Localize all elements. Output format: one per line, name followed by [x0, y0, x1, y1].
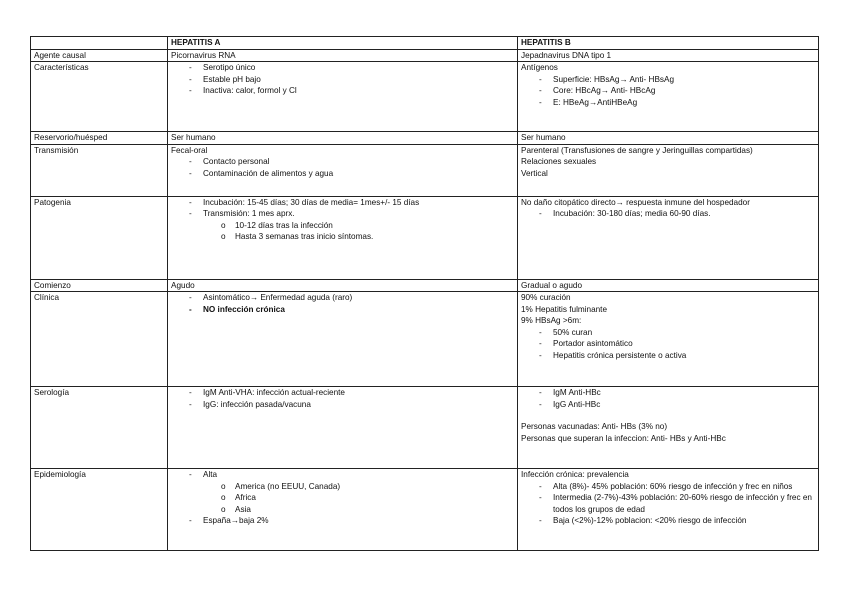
sub-list-item: o Asia [171, 504, 514, 516]
row-label: Reservorio/huésped [31, 132, 168, 145]
cell-a [168, 387, 518, 469]
row-label: Epidemiología [31, 469, 168, 551]
cell-b: Ser humano [518, 132, 819, 145]
list-item: - Serotipo único [171, 62, 514, 74]
list-item: - Baja (<2%)-12% poblacion: <20% riesgo de infección [521, 515, 815, 527]
cell-b [518, 292, 819, 387]
list-item: - Intermedia (2-7%)-43% población: 20-60% riesgo de infección y frec en todos los grupos de edad [521, 492, 815, 515]
list [521, 327, 815, 362]
list-item: - IgM Anti-HBc [521, 387, 815, 399]
header-row [31, 37, 819, 50]
row-label: Agente causal [31, 49, 168, 62]
list-item: - IgG Anti-HBc [521, 399, 815, 411]
cell-b [518, 196, 819, 279]
cell-a: Picornavirus RNA [168, 49, 518, 62]
list-item: - Alta (8%)- 45% población: 60% riesgo de infección y frec en niños [521, 481, 815, 493]
cell-line: 9% HBsAg >6m: [521, 316, 582, 325]
list-item: - Contacto personal [171, 156, 514, 168]
cell-a: Agudo [168, 279, 518, 292]
sub-list-item: o Africa [171, 492, 514, 504]
row-caracteristicas [31, 62, 819, 132]
cell-line: Parenteral (Transfusiones de sangre y Jeringuillas compartidas) [521, 145, 753, 155]
row-label: Comienzo [31, 279, 168, 292]
list [171, 469, 514, 527]
list-item: - Incubación: 30-180 días; media 60-90 días. [521, 208, 815, 220]
cell-a: Ser humano [168, 132, 518, 145]
list [171, 62, 514, 97]
cell-line: Relaciones sexuales [521, 157, 597, 166]
row-comienzo [31, 279, 819, 292]
sub-list-item: o America (no EEUU, Canada) [171, 481, 514, 493]
list [521, 74, 815, 109]
cell-title: Fecal-oral [171, 145, 208, 155]
cell-line: Vertical [521, 168, 548, 178]
row-agente-causal [31, 49, 819, 62]
list [171, 197, 514, 243]
list-item-bold: - NO infección crónica [171, 304, 514, 316]
list-item: - Contaminación de alimentos y agua [171, 168, 514, 180]
header-cell-empty [31, 37, 168, 50]
sub-list-item: o Hasta 3 semanas tras inicio síntomas. [171, 231, 514, 243]
cell-title: No daño citopático directo→ respuesta inmune del hospedador [521, 197, 750, 207]
cell-b [518, 144, 819, 196]
cell-b [518, 469, 819, 551]
row-epidemiologia [31, 469, 819, 551]
list [521, 481, 815, 527]
cell-line: 1% Hepatitis fulminante [521, 304, 608, 314]
row-label: Transmisión [31, 144, 168, 196]
cell-a [168, 196, 518, 279]
list-item: - Hepatitis crónica persistente o activa [521, 350, 815, 362]
cell-a [168, 469, 518, 551]
header-hepatitis-b: HEPATITIS B [518, 37, 819, 50]
cell-b: Jepadnavirus DNA tipo 1 [518, 49, 819, 62]
list-item: - Transmisión: 1 mes aprx. [171, 208, 514, 220]
row-transmision [31, 144, 819, 196]
list-item: - Core: HBcAg→ Anti- HBcAg [521, 85, 815, 97]
row-label: Características [31, 62, 168, 132]
list-item: - España→baja 2% [171, 515, 514, 527]
cell-b: Gradual o agudo [518, 279, 819, 292]
row-label: Serología [31, 387, 168, 469]
list-item: - Alta [171, 469, 514, 481]
list-item: - E: HBeAg→AntiHBeAg [521, 97, 815, 109]
list [171, 156, 514, 179]
header-hepatitis-a: HEPATITIS A [168, 37, 518, 50]
cell-line: Personas vacunadas: Anti- HBs (3% no) [521, 422, 668, 431]
list [521, 387, 815, 410]
row-label: Patogenia [31, 196, 168, 279]
cell-line: 90% curación [521, 293, 571, 302]
row-clinica [31, 292, 819, 387]
row-label: Clínica [31, 292, 168, 387]
cell-title: Infección crónica: prevalencia [521, 470, 629, 479]
cell-line: Personas que superan la infeccion: Anti- HBs y Anti-HBc [521, 433, 726, 443]
list-item: - Inactiva: calor, formol y Cl [171, 85, 514, 97]
cell-title: Antígenos [521, 63, 558, 72]
cell-a [168, 62, 518, 132]
list-item: - Asintomático→ Enfermedad aguda (raro) [171, 292, 514, 304]
row-patogenia [31, 196, 819, 279]
cell-b [518, 62, 819, 132]
list [171, 292, 514, 315]
list-item: - Portador asintomático [521, 338, 815, 350]
list-item: - IgG: infección pasada/vacuna [171, 399, 514, 411]
cell-a [168, 292, 518, 387]
list-item: - Estable pH bajo [171, 74, 514, 86]
hepatitis-comparison-table [30, 36, 819, 551]
list [521, 208, 815, 220]
list [171, 387, 514, 410]
list-item: - Incubación: 15-45 días; 30 días de media= 1mes+/- 15 días [171, 197, 514, 209]
list-item: - 50% curan [521, 327, 815, 339]
row-reservorio [31, 132, 819, 145]
cell-a [168, 144, 518, 196]
list-item: - IgM Anti-VHA: infección actual-reciente [171, 387, 514, 399]
sub-list-item: o 10-12 días tras la infección [171, 220, 514, 232]
row-serologia [31, 387, 819, 469]
cell-b [518, 387, 819, 469]
list-item: - Superficie: HBsAg→ Anti- HBsAg [521, 74, 815, 86]
